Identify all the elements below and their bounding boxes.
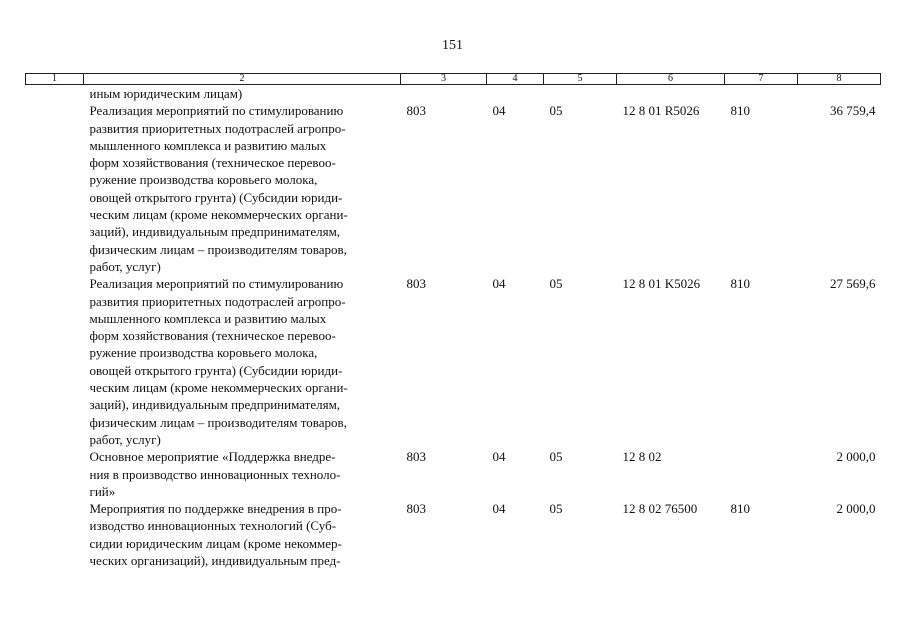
ministry-code: 803 — [406, 276, 426, 292]
column-header-4: 4 — [487, 74, 544, 85]
description-line: работ, услуг) — [89, 258, 161, 274]
description-line: Реализация мероприятий по стимулированию — [89, 276, 344, 292]
column-header-5: 5 — [544, 74, 617, 85]
subsection-code: 05 — [549, 501, 563, 517]
amount: 2 000,0 — [836, 449, 876, 465]
table-row — [26, 102, 881, 275]
budget-table — [25, 73, 881, 569]
subsection-code: 05 — [549, 103, 563, 119]
description-line: овощей открытого грунта) (Субсидии юриди- — [89, 362, 343, 378]
description-line: гий» — [89, 483, 116, 499]
description-line: ружение производства коровьего молока, — [89, 172, 318, 188]
row-description — [84, 448, 401, 500]
amount: 2 000,0 — [836, 501, 876, 517]
row-description — [84, 275, 401, 448]
section-code: 04 — [492, 449, 506, 465]
description-line: Основное мероприятие «Поддержка внедре- — [89, 449, 336, 465]
expense-type-code — [725, 448, 798, 500]
table-row — [26, 275, 881, 448]
description-line: развития приоритетных подотраслей агропро- — [89, 120, 346, 136]
column-number-row — [26, 74, 881, 85]
description-line: ческим лицам (кроме некоммерческих органи- — [89, 380, 348, 396]
table-row — [26, 448, 881, 500]
description-line: ческих организаций), индивидуальным пред- — [89, 553, 341, 569]
column-header-3: 3 — [401, 74, 487, 85]
target-article-code: 12 8 01 K5026 — [622, 276, 701, 292]
description-line: ния в производство инновационных техноло- — [89, 466, 341, 482]
section-code: 04 — [492, 501, 506, 517]
target-article-code: 12 8 01 R5026 — [622, 103, 700, 119]
description-line: заций), индивидуальным предпринимателям, — [89, 397, 341, 413]
description-line: Мероприятия по поддержке внедрения в про- — [89, 501, 342, 517]
page-number: 151 — [442, 38, 463, 53]
description-line: сидии юридическим лицам (кроме некоммер- — [89, 535, 342, 551]
row-description — [84, 85, 401, 103]
description-line: иным юридическим лицам) — [89, 86, 243, 101]
subsection-code: 05 — [549, 276, 563, 292]
section-code: 04 — [492, 103, 506, 119]
amount: 36 759,4 — [830, 103, 876, 119]
description-line: Реализация мероприятий по стимулированию — [89, 103, 344, 119]
description-line: мышленного комплекса и развитию малых — [89, 310, 327, 326]
column-header-8: 8 — [798, 74, 881, 85]
row-description — [84, 500, 401, 569]
description-line: развития приоритетных подотраслей агропро- — [89, 293, 346, 309]
description-line: овощей открытого грунта) (Субсидии юриди- — [89, 189, 343, 205]
section-code: 04 — [492, 276, 506, 292]
target-article-code: 12 8 02 76500 — [622, 501, 698, 517]
description-line: форм хозяйствования (техническое перевоо- — [89, 155, 336, 171]
ministry-code: 803 — [406, 103, 426, 119]
subsection-code: 05 — [549, 449, 563, 465]
description-line: мышленного комплекса и развитию малых — [89, 137, 327, 153]
description-line: ружение производства коровьего молока, — [89, 345, 318, 361]
description-line: ческим лицам (кроме некоммерческих органи- — [89, 207, 348, 223]
description-line: работ, услуг) — [89, 431, 161, 447]
column-header-1: 1 — [26, 74, 84, 85]
expense-type-code: 810 — [730, 276, 750, 292]
ministry-code: 803 — [406, 449, 426, 465]
description-line: заций), индивидуальным предпринимателям, — [89, 224, 341, 240]
expense-type-code: 810 — [730, 501, 750, 517]
description-line: физическим лицам – производителям товаров, — [89, 241, 347, 257]
amount: 27 569,6 — [830, 276, 876, 292]
description-line: изводство инновационных технологий (Суб- — [89, 518, 337, 534]
target-article-code: 12 8 02 — [622, 449, 662, 465]
column-header-7: 7 — [725, 74, 798, 85]
expense-type-code: 810 — [730, 103, 750, 119]
table-row — [26, 500, 881, 569]
ministry-code: 803 — [406, 501, 426, 517]
column-header-6: 6 — [617, 74, 725, 85]
description-line: физическим лицам – производителям товаров, — [89, 414, 347, 430]
column-header-2: 2 — [84, 74, 401, 85]
description-line: форм хозяйствования (техническое перевоо- — [89, 328, 336, 344]
table-row — [26, 85, 881, 103]
row-description — [84, 102, 401, 275]
